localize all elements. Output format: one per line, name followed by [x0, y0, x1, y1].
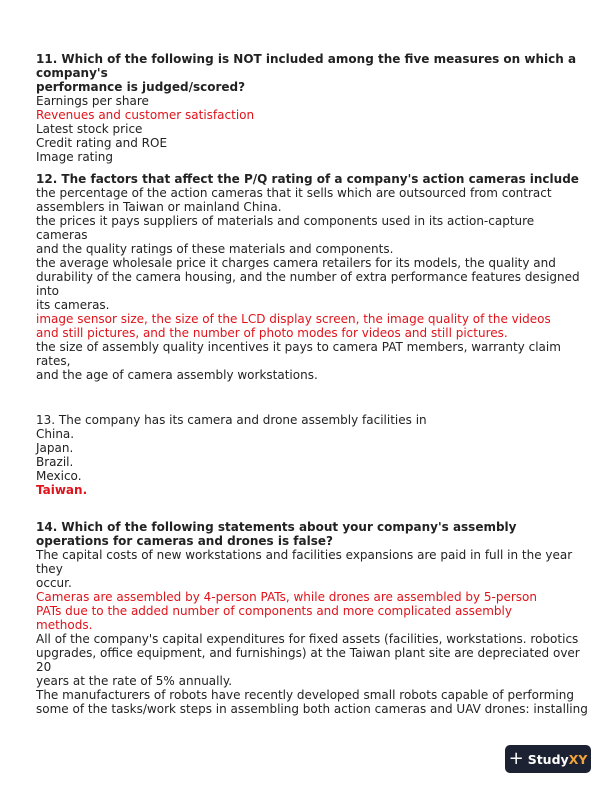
q13-option: Japan. [36, 441, 74, 455]
q12-option: the average wholesale price it charges camera retailers for its models, the quality and [36, 256, 556, 270]
q11-question-line: company's [36, 66, 108, 80]
q11-answer: Revenues and customer satisfaction [36, 108, 255, 122]
q13-option: Mexico. [36, 469, 82, 483]
q14-option: some of the tasks/work steps in assembling both action cameras and UAV drones: installing [36, 702, 588, 716]
q14-option: The manufacturers of robots have recently developed small robots capable of performing [36, 688, 574, 702]
q13-answer: Taiwan. [36, 483, 88, 497]
brand-prefix: Study [527, 751, 569, 767]
q11-question-line: performance is judged/scored? [36, 80, 246, 94]
q14-option: years at the rate of 5% annually. [36, 674, 233, 688]
q12-option: the percentage of the action cameras that it sells which are outsourced from contract [36, 186, 552, 200]
q12-option: and the age of camera assembly workstations. [36, 368, 318, 382]
q14-answer: Cameras are assembled by 4-person PATs, while drones are assembled by 5-person [36, 590, 538, 604]
q13-question-line: 13. The company has its camera and drone assembly facilities in [36, 413, 427, 427]
q12-answer: image sensor size, the size of the LCD display screen, the image quality of the videos [36, 312, 551, 326]
q14-answer: PATs due to the added number of components and more complicated assembly [36, 604, 512, 618]
plus-icon: + [508, 748, 524, 769]
q12-answer: and still pictures, and the number of photo modes for videos and still pictures. [36, 326, 508, 340]
q11-question-line: 11. Which of the following is NOT included among the five measures on which a [36, 52, 577, 66]
q14-option: upgrades, office equipment, and furnishings) at the Taiwan plant site are depreciated over [36, 646, 580, 660]
q14-question-line: 14. Which of the following statements about your company's assembly [36, 520, 517, 534]
q12-option: the size of assembly quality incentives it pays to camera PAT members, warranty claim [36, 340, 561, 354]
q12-option: the prices it pays suppliers of materials and components used in its action-capture [36, 214, 535, 228]
q12-option: durability of the camera housing, and the number of extra performance features designed [36, 270, 580, 284]
q14-option: The capital costs of new workstations and facilities expansions are paid in full in the year [36, 548, 573, 562]
q13-option: China. [36, 427, 75, 441]
q11-option: Credit rating and ROE [36, 136, 168, 150]
q12-option: rates, [36, 354, 71, 368]
q12-question-line: 12. The factors that affect the P/Q rating of a company's action cameras include [36, 172, 579, 186]
q14-option: occur. [36, 576, 72, 590]
q14-question-line: operations for cameras and drones is false? [36, 534, 333, 548]
q14-option: they [36, 562, 63, 576]
brand-suffix: XY [568, 751, 588, 767]
q11-option: Latest stock price [36, 122, 143, 136]
q14-answer: methods. [36, 618, 93, 632]
q12-option: cameras [36, 228, 88, 242]
q12-option: and the quality ratings of these materials and components. [36, 242, 394, 256]
q12-option: into [36, 284, 59, 298]
q14-option: 20 [36, 660, 52, 674]
studyxy-badge[interactable] [505, 745, 591, 773]
q11-option: Earnings per share [36, 94, 149, 108]
q12-option: assemblers in Taiwan or mainland China. [36, 200, 282, 214]
q11-option: Image rating [36, 150, 113, 164]
q13-option: Brazil. [36, 455, 74, 469]
q14-option: All of the company's capital expenditures for fixed assets (facilities, workstations. robotics [36, 632, 579, 646]
q12-option: its cameras. [36, 298, 110, 312]
